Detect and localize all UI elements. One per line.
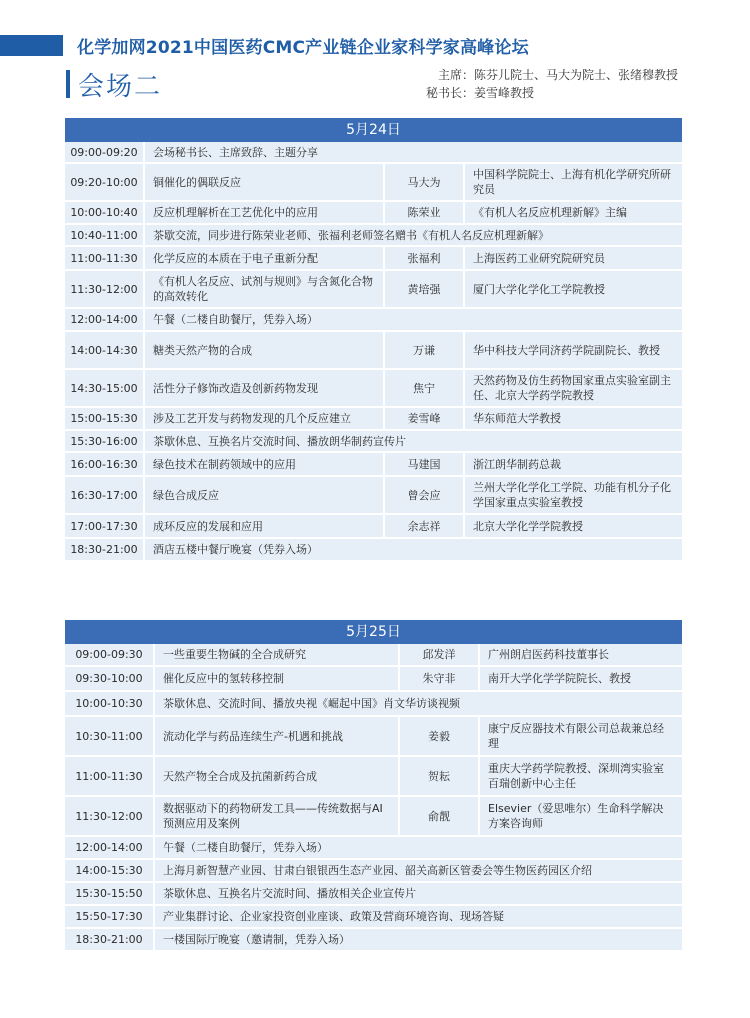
schedule-row (65, 757, 682, 797)
topic-cell: 化学反应的本质在于电子重新分配 (145, 247, 385, 269)
time-cell: 12:00-14:00 (65, 309, 145, 330)
topic-cell: 一些重要生物碱的全合成研究 (155, 644, 400, 665)
speaker-cell: 姜雪峰 (385, 408, 465, 429)
schedule-row (65, 667, 682, 692)
schedule-row (65, 797, 682, 837)
speaker-title-cell: 南开大学化学学院院长、教授 (480, 667, 682, 690)
topic-cell: 天然产物全合成及抗菌新药合成 (155, 757, 400, 795)
time-cell: 16:00-16:30 (65, 453, 145, 475)
time-cell: 11:30-12:00 (65, 797, 155, 835)
speaker-title-cell: Elsevier（爱思唯尔）生命科学解决方案咨询师 (480, 797, 682, 835)
schedule-row (65, 929, 682, 952)
schedule-row (65, 225, 682, 247)
time-cell: 09:00-09:20 (65, 142, 145, 162)
day-header: 5月25日 (65, 620, 682, 644)
time-cell: 15:50-17:30 (65, 906, 155, 927)
speaker-title-cell: 重庆大学药学院教授、深圳湾实验室百瑞创新中心主任 (480, 757, 682, 795)
venue-title: 会场二 (78, 72, 163, 102)
schedule-row (65, 332, 682, 370)
schedule-row (65, 370, 682, 408)
schedule-row (65, 408, 682, 431)
activity-cell: 茶歇休息、交流时间、播放央视《崛起中国》肖文华访谈视频 (155, 692, 682, 715)
topic-cell: 绿色合成反应 (145, 477, 385, 513)
schedule-row (65, 539, 682, 562)
activity-cell: 午餐（二楼自助餐厅，凭券入场） (145, 309, 682, 330)
topic-cell: 铜催化的偶联反应 (145, 164, 385, 200)
schedule-row (65, 837, 682, 860)
speaker-cell: 马建国 (385, 453, 465, 475)
speaker-cell: 万谦 (385, 332, 465, 368)
time-cell: 10:40-11:00 (65, 225, 145, 245)
topic-cell: 成环反应的发展和应用 (145, 515, 385, 537)
speaker-cell: 余志祥 (385, 515, 465, 537)
schedule-day-1 (65, 118, 682, 562)
schedule-row (65, 717, 682, 757)
forum-title: 化学加网2021中国医药CMC产业链企业家科学家高峰论坛 (77, 38, 529, 58)
speaker-title-cell: 浙江朗华制药总裁 (465, 453, 682, 475)
speaker-title-cell: 康宁反应器技术有限公司总裁兼总经理 (480, 717, 682, 755)
schedule-row (65, 453, 682, 477)
time-cell: 11:30-12:00 (65, 271, 145, 307)
activity-cell: 茶歇休息、互换名片交流时间、播放朗华制药宣传片 (145, 431, 682, 451)
speaker-cell: 黄培强 (385, 271, 465, 307)
speaker-cell: 焦宁 (385, 370, 465, 406)
speaker-cell: 俞靓 (400, 797, 480, 835)
topic-cell: 流动化学与药品连续生产-机遇和挑战 (155, 717, 400, 755)
speaker-title-cell: 北京大学化学学院教授 (465, 515, 682, 537)
activity-cell: 一楼国际厅晚宴（邀请制，凭券入场） (155, 929, 682, 950)
day-header: 5月24日 (65, 118, 682, 142)
topic-cell: 绿色技术在制药领域中的应用 (145, 453, 385, 475)
time-cell: 09:20-10:00 (65, 164, 145, 200)
chair-list: 主席：陈芬儿院士、马大为院士、张绪穆教授 (438, 68, 679, 82)
schedule-row (65, 271, 682, 309)
speaker-cell: 曾会应 (385, 477, 465, 513)
schedule-row (65, 883, 682, 906)
topic-cell: 活性分子修饰改造及创新药物发现 (145, 370, 385, 406)
time-cell: 10:00-10:40 (65, 202, 145, 223)
time-cell: 14:00-15:30 (65, 860, 155, 881)
schedule-row (65, 477, 682, 515)
time-cell: 11:00-11:30 (65, 757, 155, 795)
schedule-row (65, 164, 682, 202)
schedule-day-2 (65, 620, 682, 952)
speaker-cell: 贺耘 (400, 757, 480, 795)
topic-cell: 催化反应中的氢转移控制 (155, 667, 400, 690)
speaker-title-cell: 天然药物及仿生药物国家重点实验室副主任、北京大学药学院教授 (465, 370, 682, 406)
speaker-title-cell: 华中科技大学同济药学院副院长、教授 (465, 332, 682, 368)
schedule-row (65, 860, 682, 883)
speaker-title-cell: 兰州大学化学化工学院、功能有机分子化学国家重点实验室教授 (465, 477, 682, 513)
schedule-row (65, 309, 682, 332)
speaker-cell: 张福利 (385, 247, 465, 269)
speaker-title-cell: 《有机人名反应机理新解》主编 (465, 202, 682, 223)
activity-cell: 会场秘书长、主席致辞、主题分享 (145, 142, 682, 162)
activity-cell: 茶歇交流，同步进行陈荣业老师、张福利老师签名赠书《有机人名反应机理新解》 (145, 225, 682, 245)
topic-cell: 《有机人名反应、试剂与规则》与含氮化合物的高效转化 (145, 271, 385, 307)
time-cell: 18:30-21:00 (65, 539, 145, 560)
time-cell: 16:30-17:00 (65, 477, 145, 513)
secretary-general: 秘书长：姜雪峰教授 (426, 86, 535, 100)
schedule-row (65, 247, 682, 271)
speaker-title-cell: 中国科学院院士、上海有机化学研究所研究员 (465, 164, 682, 200)
time-cell: 12:00-14:00 (65, 837, 155, 858)
schedule-row (65, 431, 682, 453)
time-cell: 14:00-14:30 (65, 332, 145, 368)
time-cell: 14:30-15:00 (65, 370, 145, 406)
time-cell: 18:30-21:00 (65, 929, 155, 950)
topic-cell: 反应机理解析在工艺优化中的应用 (145, 202, 385, 223)
venue-accent-bar (66, 70, 70, 98)
time-cell: 10:30-11:00 (65, 717, 155, 755)
speaker-cell: 马大为 (385, 164, 465, 200)
schedule-row (65, 906, 682, 929)
activity-cell: 茶歇休息、互换名片交流时间、播放相关企业宣传片 (155, 883, 682, 904)
topic-cell: 糖类天然产物的合成 (145, 332, 385, 368)
time-cell: 15:30-16:00 (65, 431, 145, 451)
schedule-row (65, 692, 682, 717)
schedule-row (65, 202, 682, 225)
time-cell: 10:00-10:30 (65, 692, 155, 715)
schedule-row (65, 515, 682, 539)
time-cell: 15:30-15:50 (65, 883, 155, 904)
topic-cell: 数据驱动下的药物研发工具——传统数据与AI预测应用及案例 (155, 797, 400, 835)
speaker-cell: 陈荣业 (385, 202, 465, 223)
activity-cell: 上海月新智慧产业园、甘肃白银银西生态产业园、韶关高新区管委会等生物医药园区介绍 (155, 860, 682, 881)
speaker-title-cell: 厦门大学化学化工学院教授 (465, 271, 682, 307)
activity-cell: 产业集群讨论、企业家投资创业座谈、政策及营商环境咨询、现场答疑 (155, 906, 682, 927)
speaker-title-cell: 华东师范大学教授 (465, 408, 682, 429)
speaker-cell: 邱发洋 (400, 644, 480, 665)
activity-cell: 酒店五楼中餐厅晚宴（凭券入场） (145, 539, 682, 560)
time-cell: 09:30-10:00 (65, 667, 155, 690)
speaker-cell: 姜毅 (400, 717, 480, 755)
time-cell: 09:00-09:30 (65, 644, 155, 665)
schedule-row (65, 644, 682, 667)
topic-cell: 涉及工艺开发与药物发现的几个反应建立 (145, 408, 385, 429)
time-cell: 11:00-11:30 (65, 247, 145, 269)
time-cell: 15:00-15:30 (65, 408, 145, 429)
time-cell: 17:00-17:30 (65, 515, 145, 537)
schedule-row (65, 142, 682, 164)
title-accent-bar (0, 35, 63, 56)
speaker-title-cell: 上海医药工业研究院研究员 (465, 247, 682, 269)
speaker-title-cell: 广州朗启医药科技董事长 (480, 644, 682, 665)
activity-cell: 午餐（二楼自助餐厅，凭券入场） (155, 837, 682, 858)
speaker-cell: 朱守非 (400, 667, 480, 690)
